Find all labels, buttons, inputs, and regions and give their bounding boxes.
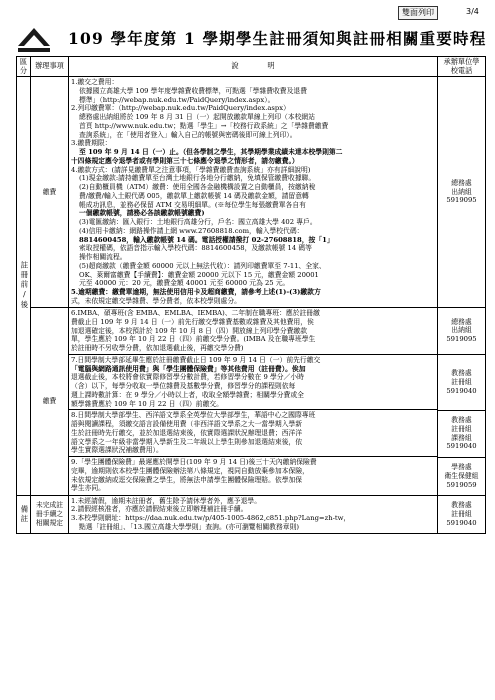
item-fee-label: 繳費 (42, 187, 57, 196)
unit-division: 課務組 (451, 433, 472, 442)
fee-line: 8814600458，輸入繳款帳號 14 碼。電話授權請撥打 02-27608818，按「1」 (79, 235, 334, 244)
fee-line: 9.「學生團體保險費」最遲應於開學日(109 年 9 月 14 日)後三十天內繳納保險費 (71, 458, 317, 467)
item-fee-cell (31, 307, 69, 495)
unit-phone: 5919040 (446, 518, 477, 527)
unit-block (438, 411, 485, 458)
fee-line: 「電腦與網路通訊使用費」與「學生團體保險費」等其他費用（註冊費）。俟加 (71, 364, 306, 373)
unit-office: 教務處 (451, 369, 472, 378)
fee-standard-link[interactable]: 標準」（http://webap.nuk.edu.tw/PaidQuery/index.aspx）。 (79, 95, 275, 104)
fee-para-9 (69, 457, 437, 494)
unit-division: 註冊組 (451, 509, 472, 518)
fee-line: 於註冊時不另收學分費，依加退選截止後，再繳交學分費) (71, 344, 244, 353)
fee-line: 單，學生應於 109 年 10 月 22 日（四）前繳交學分費。(IMBA 及在職專班學生 (71, 335, 316, 344)
unit-division: 註冊組 (451, 377, 472, 386)
fee-line: 費/繳費/輸入土銀代碼 005，繳款單上繳款帳號 14 碼及繳款金額，請留意轉 (79, 191, 309, 200)
fee-line: 額學雜費應於 109 年 10 月 22 日（四）前繳交。 (71, 399, 223, 408)
fee-line: 生於註冊時先行繳交，並於加退選結束後，依實際選課狀況辦理退費；西洋洋 (71, 428, 303, 437)
unit-block (438, 355, 485, 411)
fee-line: 7.日間學制大學部延畢生應於註冊繳費截止日 109 年 9 月 14 日（一）前先行繳交 (71, 355, 321, 364)
fee2-description-cell (69, 307, 438, 495)
fee-line: 退選截止後，本校將會依實際修習學分數計費，若修習學分數在 9 學分／小時 (71, 373, 304, 382)
fee-line: 一個繳款帳號，請務必各該繳款帳號繳費) (79, 209, 205, 218)
category-register-cell (17, 77, 31, 496)
fee-line: 未依規定繳納或逕交保險費之學生，將無法申請學生團體保險理賠。依學加保 (71, 475, 303, 484)
fee-line: 語與閱讀課程，須繳交語言設備使用費（非西洋語文學系之大一當學期入學新 (71, 420, 303, 429)
fee-print-link[interactable]: 2.列印繳費單：（http://webap.nuk.edu.tw/PaidQuery/index.aspx） (71, 104, 290, 113)
page-number: 3/4 (466, 7, 479, 16)
header-unit: 承辦單位學校電話 (438, 57, 486, 77)
note-unit-cell (438, 495, 486, 533)
unit-phone: 5919040 (446, 442, 477, 451)
table-row (17, 77, 486, 308)
fee-line: 查詢系統」，在「使用者登入」輸入自己的帳號與密碼後即可線上列印）。 (79, 130, 297, 139)
header-description: 說 明 (69, 57, 438, 77)
fee-line: 6.IMBA、碩專班(含 EMBA、EMLBA、IEMBA)、二年制在職專班：應於註冊繳 (71, 309, 320, 318)
fee-line: 帳成功訊息，並務必保留 ATM 交易明細單。(※每位學生每張繳費單各自有 (79, 200, 306, 209)
fee-line: 操作相關流程。 (79, 253, 127, 262)
unit-phone: 5919095 (446, 196, 477, 205)
fee-deadline-line: 至 109 年 9 月 14 日（一）止。（但各學制之學生，其學期學業成績未達本校學則第二 (79, 148, 343, 157)
fee-para-8 (69, 410, 437, 457)
unit-office: 教務處 (451, 416, 472, 425)
fee-line: 依據國立高雄大學 109 學年度學雜費收費標準，可點選「學雜費收費及退費 (79, 86, 307, 95)
fee-card-link[interactable]: (4)信用卡繳納：網路操作請上網 www.27608818.com，輸入學校代碼： (79, 226, 304, 235)
table-row (17, 495, 486, 533)
fee-description-cell (69, 77, 438, 308)
unit-office: 總務處 (451, 178, 472, 187)
unit-division: 衛生保健組 (444, 471, 479, 480)
fee-line: (5)超商繳款（繳費金額 60000 元以上無法代收）：請列印繳費單至 7-11、全家、 (79, 261, 326, 270)
fee-line: （含）以下，每學分收取一學位雜費及基數學分費，修習學分的課程則依每 (71, 382, 296, 391)
note-line: 2.請假經核准者，亦應於請假結束後立即辦理補註冊手續。 (71, 505, 248, 514)
fee-line: 加退選確定後，本校預計於 109 年 10 月 8 日（四）開放線上列印學分費繳款 (71, 326, 308, 335)
top-bar (0, 6, 495, 20)
unit-phone: 5919095 (446, 335, 477, 344)
fee-line: 式，未依規定繳交學雜費、學分費者，依本校學則處分。 (71, 296, 241, 305)
fee-line: 8.日間學制大學部學生、西洋語文學系全英學位大學部學生，華語中心之國際專班 (71, 411, 316, 420)
fee-line: 完畢，逾期則依本校學生團體保險辦法第八條規定，視同自動放棄參加本保險， (71, 466, 309, 475)
table-header-row (17, 57, 486, 77)
note-description-cell (69, 495, 438, 533)
page-title: 109 學年度第 1 學期學生註冊須知與註冊相關重要時程 (68, 29, 487, 48)
fee-line: 週上課時數計算：在 9 學分／小時以上者，收取全額學雜費；相關學分費或全 (71, 390, 304, 399)
fee-line: 語文學系之一年級非當學期入學新生及二年級以上學生則參加退選結束後，依 (71, 437, 303, 446)
fee-line: 元至 40000 元：20 元，繳費金額 40001 元至 60000 元為 25 元。 (79, 279, 290, 288)
note-line: 點選「註冊組」、「13.國立高雄大學學則」查詢。(亦可瀏覽相關教務章則) (79, 522, 300, 531)
fee-line: OK、萊爾富繳費【手續費】：繳費金額 20000 元以下 15 元，繳費金額 20001 (79, 270, 319, 279)
regulation-link[interactable]: 3.本校學則網址：https://daa.nuk.edu.tw/p/405-1005-4862,c851.php?Lang=zh-tw， (71, 514, 351, 523)
table-row (17, 307, 486, 495)
fee-line: 十四條規定應令退學者或有學則第三十七條應令退學之情形者，請勿繳費。） (71, 156, 299, 165)
fee-late-line: 5.逾期繳費：繳費單逾期，無法使用信用卡及超商繳費，請參考上述(1)-(3)繳款方 (71, 288, 321, 297)
unit-office: 教務處 (451, 501, 472, 510)
fee-line: 3.繳費期限： (71, 139, 112, 148)
fee-line: 費截止日 109 年 9 月 14 日（一）前先行繳交學雜費基數或雜費及其他費用，俟 (71, 317, 314, 326)
fee-line: 學生實際選課狀況補繳費用）。 (71, 446, 163, 455)
unit-block (438, 458, 485, 495)
header-item: 辦理事項 (31, 57, 69, 77)
double-sided-print-button[interactable]: 雙面列印 (398, 6, 438, 20)
fee-para-6 (69, 308, 437, 355)
fee-unit-cell (438, 77, 486, 308)
header-category: 區分 (17, 57, 31, 77)
unit-office: 學務處 (451, 463, 472, 472)
unit-block (438, 308, 485, 355)
item-note-cell (31, 495, 69, 533)
fee-line: 總務處出納組將於 109 年 8 月 31 日（一）起開放繳款單線上列印（本校網站 (79, 113, 316, 122)
unit-division: 出納組 (451, 326, 472, 335)
unit-phone: 5919040 (446, 386, 477, 395)
note-line: 1.未經請假，逾期未註冊者，舊生除予請休學者外，應予退學。 (71, 496, 261, 505)
fee-para-7 (69, 355, 437, 411)
fee-line: (1)現金繳款:請持繳費單至台灣土地銀行各地分行繳納，免填保管繳費收據聯。 (79, 174, 316, 183)
fee-line: (3)電匯繳納：匯入銀行：土地銀行高雄分行，戶名：國立高雄大學 402 專戶。 (79, 218, 317, 227)
unit-office: 總務處 (451, 317, 472, 326)
unit-division: 註冊組 (451, 424, 472, 433)
registration-table (16, 56, 486, 534)
document-header (16, 24, 487, 54)
fee-line: 首頁 http://www.nuk.edu.tw；點選「學生」→「校務行政系統」之「學雜費繳費 (79, 121, 329, 130)
item-fee-label: 繳費 (42, 396, 57, 405)
category-note-label: 備註 (19, 504, 29, 524)
item-note-label: 未完成註冊手續之相關規定 (35, 500, 64, 527)
fee-line: 學生亦同。 (71, 484, 105, 493)
unit-phone: 5919059 (446, 480, 477, 489)
fee-line: 4.繳款方式：(請詳見繳費單之注意事項，「學雜費繳費查詢系統」亦有詳細說明) (71, 165, 311, 174)
university-logo-icon (16, 24, 52, 54)
category-note-cell (17, 495, 31, 533)
category-register-label: 註冊前/後 (19, 261, 29, 311)
fee-line: (2)自動櫃員機（ATM）繳費：使用全國各金融機構設置之自動櫃員，按繳納稅 (79, 183, 316, 192)
fee2-unit-cell (438, 307, 486, 495)
item-fee-cell (31, 77, 69, 308)
fee-line: 索取授權碼，依語音指示輸入學校代碼：8814600458，及繳款帳號 14 碼等 (79, 244, 312, 253)
unit-division: 出納組 (451, 187, 472, 196)
fee-line: 1.繳交之費用： (71, 78, 119, 87)
